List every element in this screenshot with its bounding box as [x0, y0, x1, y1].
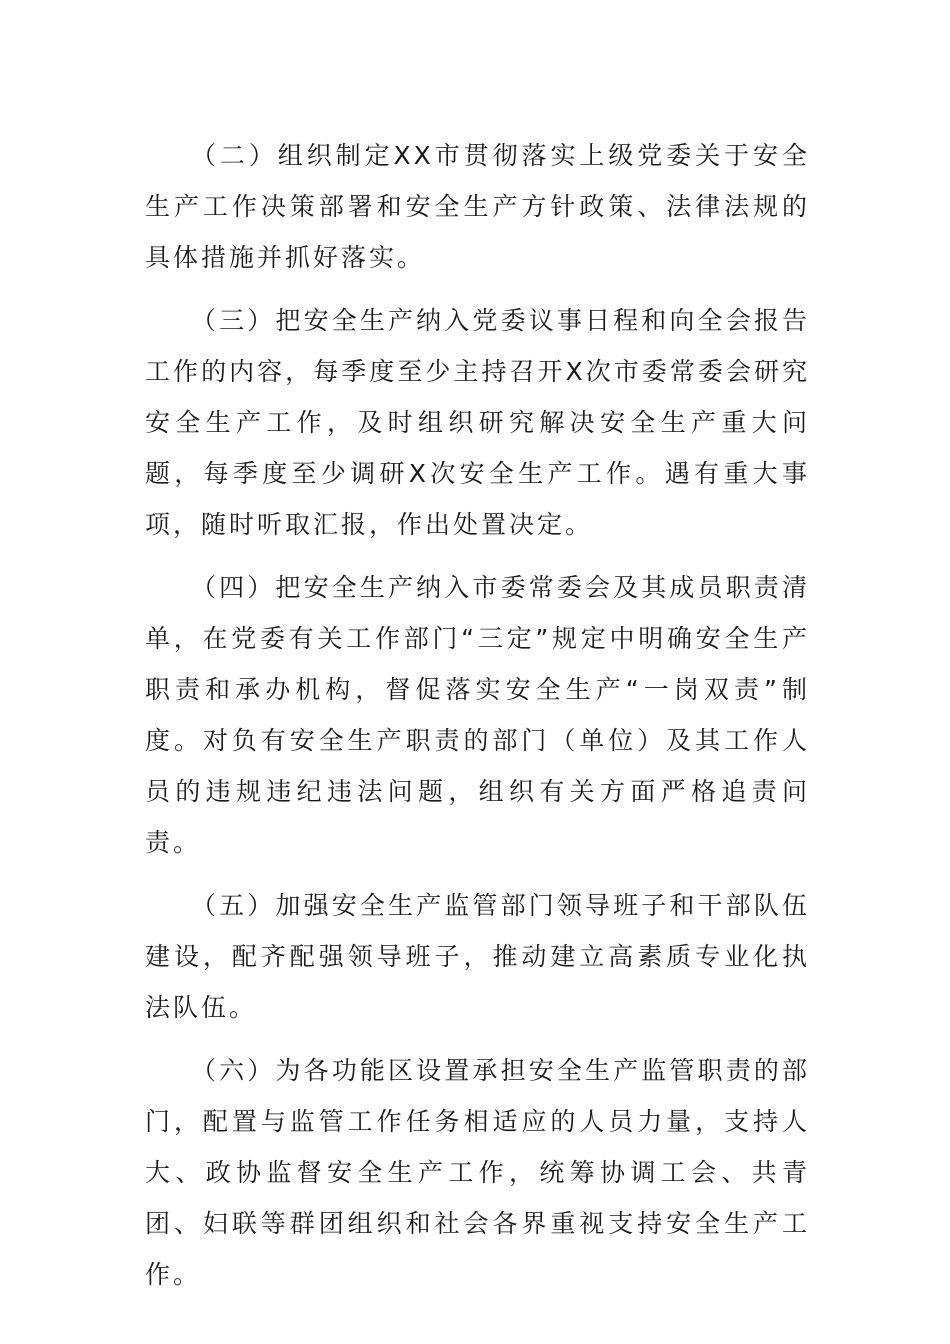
paragraph-5: （五）加强安全生产监管部门领导班子和干部队伍建设，配齐配强领导班子，推动建立高素质专业化执法队伍。 — [145, 891, 810, 1022]
document-body — [145, 130, 810, 1312]
paragraph-6: （六）为各功能区设置承担安全生产监管职责的部门，配置与监管工作任务相适应的人员力量，支持人大、政协监督安全生产工作，统筹协调工会、共青团、妇联等群团组织和社会各界重视支持安全生产工作。 — [145, 1056, 810, 1289]
paragraph-3: （三）把安全生产纳入党委议事日程和向全会报告工作的内容，每季度至少主持召开X次市委常委会研究安全生产工作，及时组织研究解决安全生产重大问题，每季度至少调研X次安全生产工作。遇有重大事项，随时听取汇报，作出处置决定。 — [145, 306, 810, 539]
paragraph-2: （二）组织制定XX市贯彻落实上级党委关于安全生产工作决策部署和安全生产方针政策、法律法规的具体措施并抓好落实。 — [145, 141, 810, 272]
paragraph-4: （四）把安全生产纳入市委常委会及其成员职责清单，在党委有关工作部门“三定”规定中明确安全生产职责和承办机构，督促落实安全生产“一岗双责”制度。对负有安全生产职责的部门（单位）及其工作人员的违规违纪违法问题，组织有关方面严格追责问责。 — [145, 573, 810, 857]
